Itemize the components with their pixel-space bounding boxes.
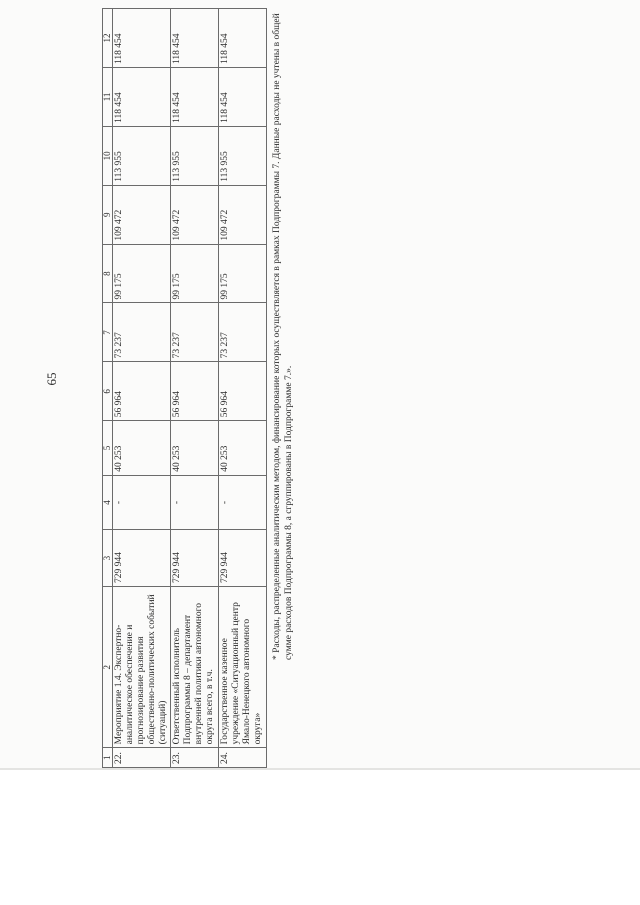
col-header: 1 — [103, 748, 113, 768]
footnote — [272, 0, 295, 660]
cell: 113 955 — [113, 126, 171, 185]
col-header: 7 — [103, 303, 113, 362]
table-row — [171, 9, 219, 768]
footnote-line: * Расходы, распределенные аналитическим методом, финансирование которых осуществляется в рамках Подпрограммы 7. Данные расходы не учтены в общей — [272, 13, 282, 660]
cell: 99 175 — [113, 244, 171, 303]
cell: - — [219, 475, 267, 530]
cell: 56 964 — [171, 362, 219, 421]
cell: 109 472 — [219, 185, 267, 244]
row-name: Ответственный исполнитель Подпрограммы 8 – департамент внутренней политики автономного округа всего, в т.ч. — [171, 586, 219, 747]
page-number: 65 — [44, 372, 59, 386]
cell: 40 253 — [171, 421, 219, 476]
table-row — [219, 9, 267, 768]
table-row — [113, 9, 171, 768]
col-header: 11 — [103, 68, 113, 127]
cell: 73 237 — [171, 303, 219, 362]
cell: 99 175 — [171, 244, 219, 303]
cell: 118 454 — [171, 68, 219, 127]
cell: 40 253 — [113, 421, 171, 476]
cell: 118 454 — [219, 68, 267, 127]
cell: 118 454 — [113, 9, 171, 68]
cell: 729 944 — [113, 530, 171, 587]
cell: 729 944 — [171, 530, 219, 587]
cell: 118 454 — [171, 9, 219, 68]
cell: 56 964 — [113, 362, 171, 421]
col-header: 5 — [103, 421, 113, 476]
cell: 99 175 — [219, 244, 267, 303]
cell: 118 454 — [219, 9, 267, 68]
cell: - — [171, 475, 219, 530]
col-header: 3 — [103, 530, 113, 587]
cell: 729 944 — [219, 530, 267, 587]
footnote-line: сумме расходов Подпрограммы 8, а сгруппированы в Подпрограмме 7.». — [283, 365, 294, 660]
col-header: 8 — [103, 244, 113, 303]
header-row — [103, 9, 113, 768]
col-header: 2 — [103, 586, 113, 747]
cell: 73 237 — [113, 303, 171, 362]
cell: 109 472 — [171, 185, 219, 244]
rotated-table-block — [102, 8, 267, 768]
page-edge — [0, 768, 640, 770]
col-header: 4 — [103, 475, 113, 530]
row-number: 23. — [171, 748, 219, 768]
row-number: 22. — [113, 748, 171, 768]
col-header: 10 — [103, 126, 113, 185]
cell: 113 955 — [219, 126, 267, 185]
col-header: 6 — [103, 362, 113, 421]
cell: 113 955 — [171, 126, 219, 185]
cell: 118 454 — [113, 68, 171, 127]
cell: 73 237 — [219, 303, 267, 362]
expenses-table — [102, 8, 267, 768]
cell: - — [113, 475, 171, 530]
cell: 56 964 — [219, 362, 267, 421]
row-name: Мероприятие 1.4. Экспертно-аналитическое обеспечение и прогнозирование развития общественно-политических событий (ситуаций) — [113, 586, 171, 747]
row-name: Государственное казенное учреждение «Ситуационный центр Ямало-Ненецкого автономного округа» — [219, 586, 267, 747]
row-number: 24. — [219, 748, 267, 768]
col-header: 12 — [103, 9, 113, 68]
cell: 109 472 — [113, 185, 171, 244]
col-header: 9 — [103, 185, 113, 244]
cell: 40 253 — [219, 421, 267, 476]
